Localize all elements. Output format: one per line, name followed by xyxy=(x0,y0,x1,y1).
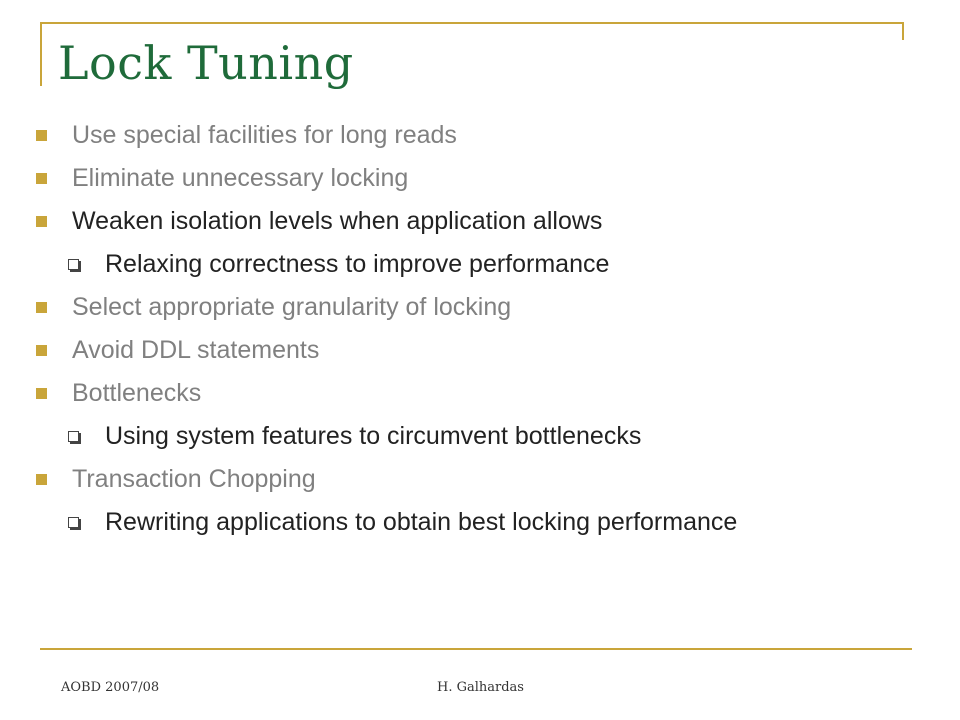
list-item xyxy=(36,458,737,501)
bullet-text: Select appropriate granularity of locking xyxy=(72,293,512,321)
sub-bullet-text: Relaxing correctness to improve performance xyxy=(105,250,610,278)
sub-list-item xyxy=(36,415,737,458)
slide-title: Lock Tuning xyxy=(58,36,354,90)
list-item xyxy=(36,372,737,415)
list-item xyxy=(36,114,737,157)
footer-author: H. Galhardas xyxy=(437,680,524,695)
filled-square-bullet-icon xyxy=(36,474,47,485)
frame-bottom-line xyxy=(40,648,912,650)
bullet-text: Eliminate unnecessary locking xyxy=(72,164,409,192)
hollow-square-bullet-icon xyxy=(68,517,79,528)
sub-list-item xyxy=(36,243,737,286)
bullet-text: Weaken isolation levels when application allows xyxy=(72,207,603,235)
hollow-square-bullet-icon xyxy=(68,431,79,442)
list-item xyxy=(36,286,737,329)
bullet-list xyxy=(36,114,737,544)
list-item xyxy=(36,329,737,372)
sub-list-item xyxy=(36,501,737,544)
bullet-text: Avoid DDL statements xyxy=(72,336,320,364)
filled-square-bullet-icon xyxy=(36,302,47,313)
filled-square-bullet-icon xyxy=(36,130,47,141)
bullet-text: Bottlenecks xyxy=(72,379,202,407)
sub-bullet-text: Rewriting applications to obtain best locking performance xyxy=(105,508,738,536)
bullet-text: Transaction Chopping xyxy=(72,465,316,493)
bullet-text: Use special facilities for long reads xyxy=(72,121,457,149)
filled-square-bullet-icon xyxy=(36,216,47,227)
frame-right-line xyxy=(902,22,904,40)
sub-bullet-text: Using system features to circumvent bottlenecks xyxy=(105,422,642,450)
filled-square-bullet-icon xyxy=(36,345,47,356)
frame-left-line xyxy=(40,22,42,86)
footer-course: AOBD 2007/08 xyxy=(61,680,160,695)
list-item xyxy=(36,200,737,243)
filled-square-bullet-icon xyxy=(36,388,47,399)
hollow-square-bullet-icon xyxy=(68,259,79,270)
list-item xyxy=(36,157,737,200)
filled-square-bullet-icon xyxy=(36,173,47,184)
frame-top-line xyxy=(40,22,904,24)
